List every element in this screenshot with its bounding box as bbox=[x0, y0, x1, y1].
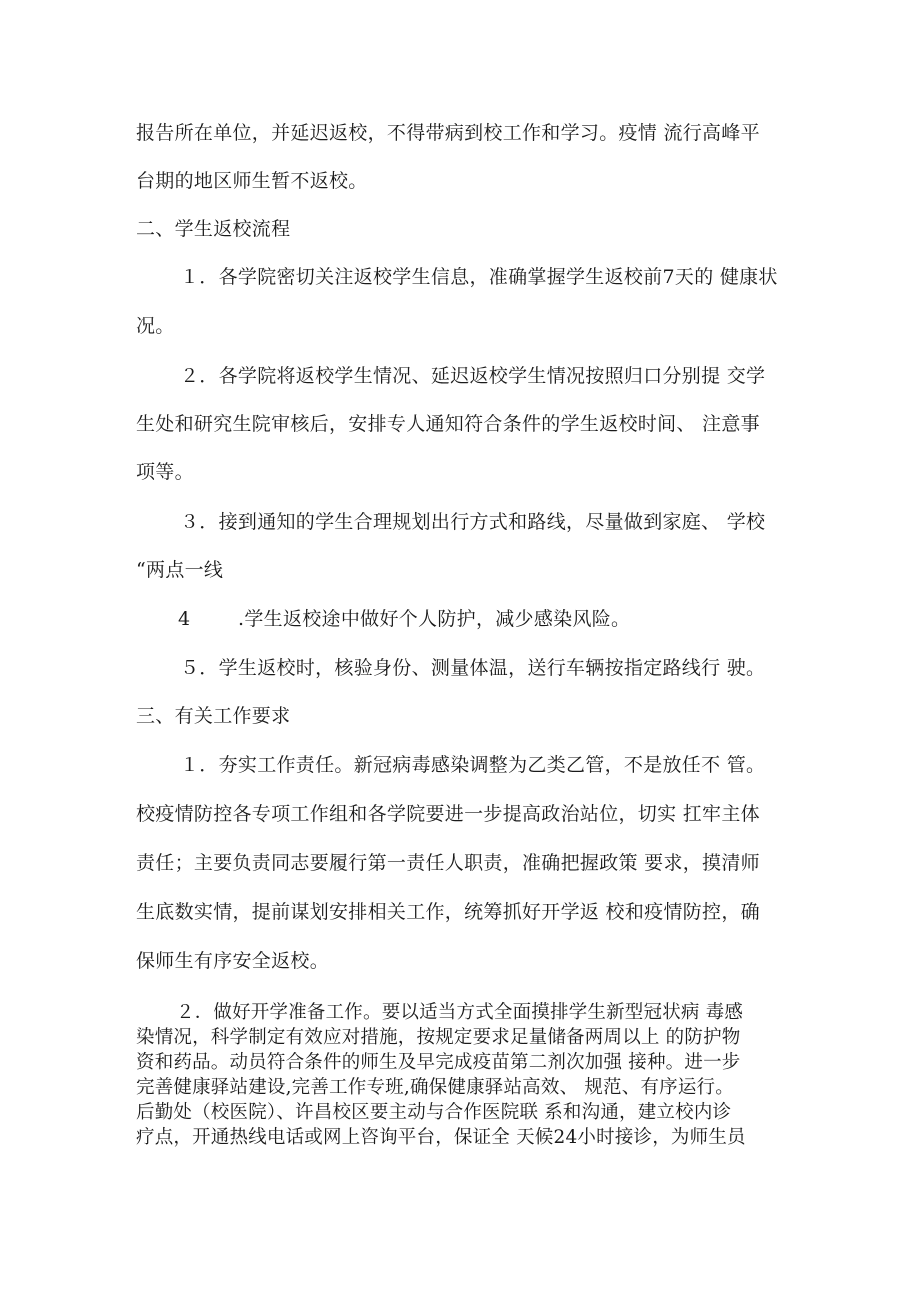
list-item-line: 况。 bbox=[136, 315, 175, 337]
list-item-line: 资和药品。动员符合条件的师生及早完成疫苗第二剂次加强 接种。进一步 bbox=[136, 1052, 741, 1073]
list-item-line: 校疫情防控各专项工作组和各学院要进一步提高政治站位，切实 扛牢主体 bbox=[136, 803, 760, 825]
list-item-line: １．夯实工作责任。新冠病毒感染调整为乙类乙管，不是放任不 管。 bbox=[180, 754, 766, 776]
section-heading: 二、学生返校流程 bbox=[136, 218, 291, 240]
paragraph-line: 报告所在单位，并延迟返校，不得带病到校工作和学习。疫情 流行高峰平 bbox=[136, 122, 760, 144]
section-heading: 三、有关工作要求 bbox=[136, 705, 291, 727]
list-item-line: 疗点，开通热线电话或网上咨询平台，保证全 天候24小时接诊，为师生员 bbox=[136, 1127, 746, 1148]
list-item-line: ５．学生返校时，核验身份、测量体温，送行车辆按指定路线行 驶。 bbox=[180, 657, 766, 679]
list-item-line: 项等。 bbox=[136, 461, 194, 483]
list-item-number: 4 bbox=[178, 608, 191, 630]
list-item-line: .学生返校途中做好个人防护，减少感染风险。 bbox=[238, 608, 631, 630]
list-item-line: 责任；主要负责同志要履行第一责任人职责，准确把握政策 要求，摸清师 bbox=[136, 852, 760, 874]
list-item-line: ２．各学院将返校学生情况、延迟返校学生情况按照归口分别提 交学 bbox=[180, 365, 766, 387]
list-item-line: “两点一线 bbox=[136, 559, 224, 581]
list-item-line: 完善健康驿站建设,完善工作专班,确保健康驿站高效、 规范、有序运行。 bbox=[136, 1077, 734, 1098]
list-item-line: １．各学院密切关注返校学生信息，准确掌握学生返校前7天的 健康状 bbox=[180, 266, 778, 288]
list-item-line: 生处和研究生院审核后，安排专人通知符合条件的学生返校时间、 注意事 bbox=[136, 413, 760, 435]
list-item-line: ３．接到通知的学生合理规划出行方式和路线，尽量做到家庭、 学校 bbox=[180, 511, 766, 533]
list-item-line: 染情况，科学制定有效应对措施，按规定要求足量储备两周以上 的防护物 bbox=[136, 1027, 741, 1048]
paragraph-line: 台期的地区师生暂不返校。 bbox=[136, 170, 368, 192]
list-item-line: 后勤处（校医院）、许昌校区要主动与合作医院联 系和沟通，建立校内诊 bbox=[136, 1102, 732, 1123]
list-item-line: 生底数实情，提前谋划安排相关工作，统筹抓好开学返 校和疫情防控，确 bbox=[136, 901, 760, 923]
list-item-line: 保师生有序安全返校。 bbox=[136, 950, 330, 972]
list-item-line: ２．做好开学准备工作。要以适当方式全面摸排学生新型冠状病 毒感 bbox=[176, 1002, 744, 1023]
